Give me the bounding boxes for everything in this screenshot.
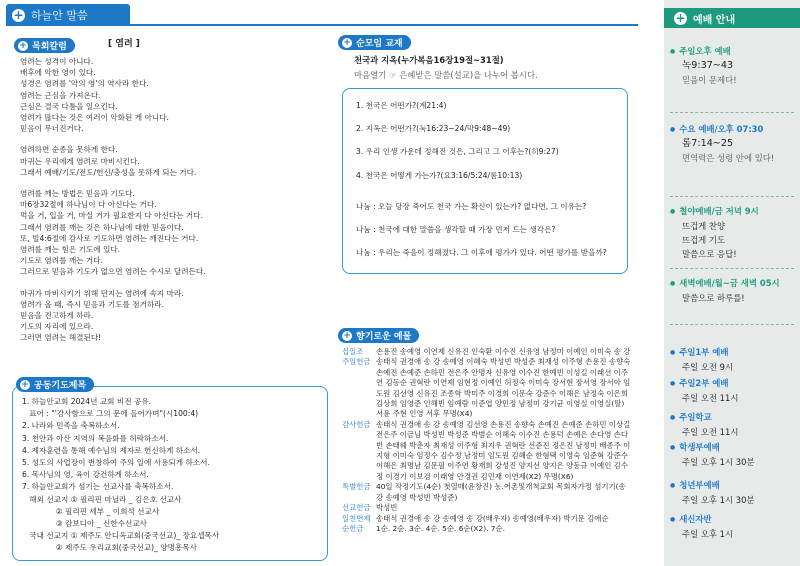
worship-item (670, 204, 759, 261)
plus-icon: + (21, 379, 29, 390)
worship-item-line: 주일 오전 11시 (682, 392, 739, 403)
prayer-line: ② 제주도 우리교회(중국선교)_ 양명흥목사 (22, 543, 197, 553)
prayer-line: 7. 하늘안교회가 섬기는 선교사를 축복하소서. (22, 482, 174, 492)
column-line: 그래서 염려를 깨는 것은 하나님에 대한 믿음이다. (20, 222, 184, 232)
worship-item-line: 뜨겁게 기도 (682, 234, 726, 245)
offering-names: 송태식 권경애 송 강 송예영 김선영 손용진 송향숙 손예진 손예준 손하민 이상길 전은주 이금님 박성빈 박성준 박범순 이혜숙 이수진 손용덕 손예은 손다영 손다빈 손태웨 박춘자 최재성 이주형 최지우 권혁란 선준진 정은진 남정미 배종주 이지형 이미숙 임정수 김수정 남정미 임도원 김혜순 한형택 이영숙 임준혁 강준수 이해은 최명남 김문필 이주연 황재희 강성진 양지선 양지은 양동규 이예인 김수정 이경기 이보검 이래영 안경권 김민재 이연제(X2) 무명(X6) (376, 419, 631, 481)
column-line: 염려하면 순종을 못하게 한다. (20, 145, 118, 155)
prayer-line: 5. 성도의 사업장이 번창하여 주의 일에 사용되게 하소서. (22, 458, 210, 468)
column-line: 염려가 많다는 것은 여러이 악화된 게 아니다. (20, 113, 169, 123)
column-paragraph (20, 188, 320, 278)
prayer-line: ③ 캄보디아 _ 신한수선교사 (22, 519, 147, 529)
worship-divider (670, 324, 794, 325)
column-paragraph (20, 56, 320, 134)
offering-title-pill (338, 328, 419, 343)
worship-divider (670, 268, 794, 269)
column-line: 믿음이 무너진거다. (20, 124, 84, 134)
worship-item-line: 말씀으로 응답! (682, 248, 737, 259)
worship-item (670, 345, 733, 374)
offering-type: 선교헌금 (342, 503, 371, 513)
cell-title-pill (338, 35, 411, 50)
column-line: 믿음을 견고하게 하라. (20, 311, 94, 321)
column-line: 그러면 염려는 해결된다! (20, 333, 102, 343)
worship-divider (670, 112, 794, 113)
column-line: 배후에 악한 영이 있다. (20, 68, 96, 78)
offering-names: 손용진 송예영 이연제 신유진 인숙환 이수진 신유영 남정미 이예인 이미숙 송 강 (376, 347, 631, 356)
offering-row (342, 514, 632, 524)
worship-item-line: 주일 오전 9시 (682, 361, 734, 372)
prayer-title: 공동기도제목 (34, 381, 87, 391)
column-paragraph (20, 144, 320, 178)
offering-title: 향기로운 예물 (356, 332, 412, 342)
plus-icon: + (343, 37, 351, 48)
worship-item-title: ● 청년부예배 (670, 478, 755, 493)
worship-item-line: 뜨겁게 찬양 (682, 220, 726, 231)
prayer-line: 3. 천안과 아산 지역의 복음화를 허락하소서. (22, 433, 169, 443)
worship-item (670, 478, 755, 507)
plus-icon: + (675, 10, 686, 25)
column-line: 그러므로 믿음과 기도가 없으면 염려는 수시로 달려든다. (20, 267, 206, 277)
worship-item-line: 말씀으로 하루를! (682, 292, 745, 303)
column-title: 목회칼럼 (32, 42, 67, 52)
column-subtitle: [ 염려 ] (108, 39, 140, 49)
offering-type: 순헌금 (342, 523, 364, 533)
offering-row (342, 347, 632, 357)
worship-item-title: ● 주일오후 예배 (670, 44, 737, 59)
section-tab-label: 하늘안 말씀 (31, 9, 88, 22)
column-line: 마귀는 우리에게 염려로 마비시킨다. (20, 156, 140, 166)
offering-names: 1순. 2순. 3순. 4순. 5순. 6순(X2). 7순. (376, 523, 505, 533)
column-paragraph (20, 288, 320, 344)
header-rule (6, 24, 638, 26)
cell-share: 나눔 : 우리는 죽음이 정해졌다. 그 이후에 평가가 있다. 어떤 평가를 받을까? (356, 248, 607, 258)
offering-row (342, 420, 632, 482)
column-line: 성경은 염려를 '악의 영'의 역사라 한다. (20, 79, 149, 89)
cell-title: 순모임 교재 (356, 39, 403, 49)
offering-type: 주일헌금 (342, 357, 371, 367)
worship-item-line: 주일 오후 1시 30분 (682, 456, 755, 467)
cell-share: 나눔 : 오늘 당장 죽어도 천국 가는 확신이 있는가? 없다면, 그 이유는? (356, 201, 587, 211)
column-line: 근심은 결국 다툼을 일으킨다. (20, 101, 118, 111)
cell-question: 3. 우리 인생 가운데 정해진 것은, 그리고 그 이후는?(히9:27) (356, 147, 559, 157)
worship-item-line: 녹9:37~43 (682, 59, 734, 71)
column-title-pill (14, 38, 75, 53)
offering-row (342, 482, 632, 503)
column-line: 또, 빌4:6절에 감사로 기도하면 염려는 깨진다는 거다. (20, 233, 199, 243)
offering-list (342, 347, 632, 534)
worship-item (670, 512, 733, 541)
worship-divider (670, 196, 794, 197)
column-body (20, 56, 320, 354)
column-line: 기도로 염려를 깨는 거다. (20, 256, 104, 266)
worship-item-line: 롬7:14~25 (682, 137, 734, 149)
worship-item-line: 믿음이 문제다! (682, 74, 737, 85)
worship-header (664, 8, 800, 28)
cell-question: 4. 천국은 어떻게 가는가?(요3:16/5:24/롬10:13) (356, 170, 523, 180)
worship-item-title: ● 철야예배/금 저녁 9시 (670, 204, 759, 219)
worship-item (670, 276, 780, 305)
worship-item-title: ● 학생부예배 (670, 440, 755, 455)
cell-heading: 천국과 지옥(누가복음16장19절~31절) (354, 55, 504, 65)
cell-question: 2. 지옥은 어떤가?(눅16:23~24/막9:48~49) (356, 124, 511, 134)
offering-row (342, 503, 632, 513)
section-tab-sermon (6, 4, 130, 26)
plus-icon: + (13, 7, 24, 22)
prayer-line: 국내 선교지 ① 제주도 안디옥교회(중국선교)_ 장요셉목사 (22, 531, 220, 541)
worship-item (670, 440, 755, 469)
prayer-line: ② 필리핀 세부 _ 이희석 선교사 (22, 506, 160, 516)
column-line: 염려는 근심을 가져온다. (20, 90, 101, 100)
worship-item-line: 주일 오후 1시 30분 (682, 494, 755, 505)
prayer-title-pill (16, 377, 94, 392)
cell-open: 마음열기 ☞ 은혜받은 말씀(설교)을 나누어 봅시다. (354, 70, 538, 80)
prayer-line: 2. 나라와 민족을 축복하소서. (22, 421, 120, 431)
prayer-line: 4. 제자훈련을 통해 예수님의 제자로 헌신하게 하소서. (22, 445, 201, 455)
column-line: 마6장32절에 하나님이 다 아신다는 거다. (20, 200, 157, 210)
cell-share: 나눔 : 천국에 대한 말씀을 생각할 때 가장 먼저 드는 생각은? (356, 225, 556, 235)
worship-item-title: ● 수요 예배/오후 07:30 (670, 122, 774, 137)
offering-type: 감사헌금 (342, 419, 371, 429)
prayer-line: 1. 하늘안교회 2024년 교회 비전 공유. (22, 397, 152, 406)
offering-row (342, 524, 632, 534)
worship-item (670, 44, 737, 87)
worship-item (670, 376, 738, 405)
column-line: 기도의 자리에 있으라. (20, 322, 94, 332)
worship-item-line: 주일 오후 1시 (682, 528, 734, 539)
worship-title: 예배 안내 (693, 14, 736, 26)
prayer-list (22, 396, 322, 555)
plus-icon: + (19, 40, 27, 51)
column-line: 먹을 거, 입을 거, 마실 거가 필요한지 다 아신다는 거다. (20, 211, 204, 221)
cell-question: 1. 천국은 어떤가?(계21:4) (356, 101, 447, 110)
plus-icon: + (343, 330, 351, 341)
offering-names: 송태식 권경애 송 강 송예영 송 강(배우자) 송예영(배우자) 박기문 김애순 (376, 513, 609, 523)
worship-item-title: ● 주일학교 (670, 410, 738, 425)
offering-names: 40일 작정기도(4순) 첫열매(윤창진) 농.어촌및개척교회 목회자가정 섬기기(송 강 송예영 박성빈 박성준) (376, 482, 626, 502)
prayer-line: 해외 선교지 ① 필리핀 마닐라 _ 김은호 선교사 (22, 494, 182, 504)
worship-item-line: 주일 오전 11시 (682, 426, 739, 437)
offering-type: 십일조 (342, 347, 364, 356)
worship-item-title: ● 주일1부 예배 (670, 345, 733, 360)
worship-item (670, 122, 774, 165)
worship-item-title: ● 새벽예배/월~금 새벽 05시 (670, 276, 780, 291)
column-line: 염려는 성격이 아니다. (20, 57, 94, 66)
column-line: 마귀가 마비시키기 위해 던지는 염려에 속지 마라. (20, 288, 184, 298)
worship-item (670, 410, 738, 439)
offering-names: 송태식 권경애 송 강 송예영 이혜숙 박성빈 박성준 최재성 이주형 손용진 송향숙 손예진 손예준 손하민 전은주 안명자 신유영 이수진 한예빈 이성길 이래선 이주연 김동순 권혁란 이연제 임현정 이예인 허정숙 이미숙 장서현 장서영 장서아 임도원 김선영 신유진 조종학 박미주 이경희 이문숙 강준수 이해은 남정숙 이은희 김상희 임영준 인해빈 임예람 이준엽 양민정 남정미 강기균 이영실 이영실(딸) 서윤 주현 인영 서후 무명(X4) (376, 357, 631, 419)
column-line: 그래서 예배/기도/전도/헌신/충성을 못하게 되는 거다. (20, 167, 197, 177)
offering-row (342, 357, 632, 419)
column-line: 염려를 깨는 방법은 믿음과 기도다. (20, 189, 135, 199)
worship-item-title: ● 주일2부 예배 (670, 376, 738, 391)
offering-type: 특별헌금 (342, 482, 371, 492)
worship-item-title: ● 새신자반 (670, 512, 733, 527)
column-line: 염려를 깨는 힘은 기도에 있다. (20, 245, 121, 255)
prayer-line: 6. 목사님의 영, 육이 강건하게 하소서. (22, 470, 149, 480)
worship-item-line: 면역력은 성령 안에 있다! (682, 152, 775, 163)
cell-questions (356, 100, 622, 270)
prayer-line: 표어 : "'감사함으로 그의 문에 들어가며"(시100:4) (22, 409, 199, 419)
offering-names: 박성빈 (376, 503, 398, 513)
worship-sidebar (664, 0, 800, 566)
column-line: 염려가 올 때, 즉시 믿음과 기도를 점거하라. (20, 299, 165, 309)
offering-type: 일천번제 (342, 513, 371, 523)
